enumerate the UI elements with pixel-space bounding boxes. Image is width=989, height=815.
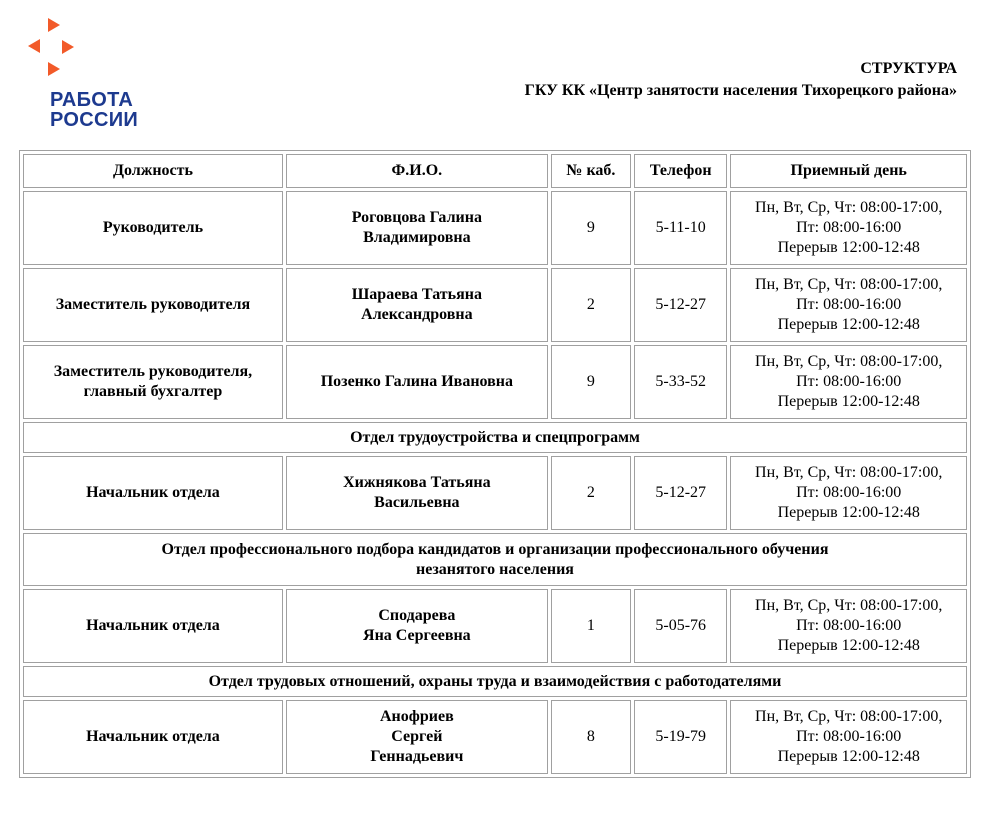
table-row: [23, 700, 967, 774]
schedule-cell-line: Пн, Вт, Ср, Чт: 08:00-17:00,: [755, 708, 943, 725]
structure-table: [19, 150, 971, 778]
schedule-cell: [730, 700, 967, 774]
page-title-line1: СТРУКТУРА: [860, 60, 957, 77]
department-name: [23, 533, 967, 586]
schedule-cell: [730, 456, 967, 530]
phone-cell: 5-12-27: [634, 268, 727, 342]
department-name-line: Отдел трудоустройства и спецпрограмм: [350, 428, 640, 446]
fio-cell-line: Александровна: [361, 306, 473, 323]
schedule-cell-line: Пн, Вт, Ср, Чт: 08:00-17:00,: [755, 199, 943, 216]
column-header-reception-day: Приемный день: [730, 154, 967, 188]
fio-cell: [286, 345, 548, 419]
schedule-cell-line: Пн, Вт, Ср, Чт: 08:00-17:00,: [755, 597, 943, 614]
room-cell: 1: [551, 589, 631, 663]
position-cell-line: Заместитель руководителя: [55, 296, 251, 313]
fio-cell-line: Сподарева: [378, 607, 456, 624]
department-name: [23, 666, 967, 697]
room-cell: 8: [551, 700, 631, 774]
schedule-cell-line: Перерыв 12:00-12:48: [777, 637, 920, 654]
position-cell-line: Начальник отдела: [86, 728, 220, 745]
fio-cell: [286, 191, 548, 265]
position-cell: [23, 268, 283, 342]
schedule-cell-line: Пт: 08:00-16:00: [796, 617, 902, 634]
fio-cell-line: Позенко Галина Ивановна: [320, 373, 513, 390]
schedule-cell-line: Перерыв 12:00-12:48: [777, 504, 920, 521]
rabota-rossii-arrows-logo-icon: [24, 14, 104, 86]
position-cell: [23, 456, 283, 530]
phone-cell: 5-12-27: [634, 456, 727, 530]
schedule-cell-line: Пн, Вт, Ср, Чт: 08:00-17:00,: [755, 276, 943, 293]
schedule-cell-line: Перерыв 12:00-12:48: [777, 316, 920, 333]
phone-cell: 5-05-76: [634, 589, 727, 663]
schedule-cell: [730, 589, 967, 663]
fio-cell-line: Роговцова Галина: [351, 209, 482, 226]
logo: [22, 14, 162, 134]
column-header-position: Должность: [23, 154, 283, 188]
fio-cell: [286, 589, 548, 663]
schedule-cell-line: Пн, Вт, Ср, Чт: 08:00-17:00,: [755, 464, 943, 481]
schedule-cell-line: Пт: 08:00-16:00: [796, 296, 902, 313]
department-row: [23, 533, 967, 586]
fio-cell: [286, 268, 548, 342]
position-cell-line: Начальник отдела: [86, 617, 220, 634]
schedule-cell: [730, 268, 967, 342]
fio-cell: [286, 700, 548, 774]
position-cell-line: Руководитель: [102, 219, 204, 236]
phone-cell: 5-33-52: [634, 345, 727, 419]
schedule-cell-line: Пн, Вт, Ср, Чт: 08:00-17:00,: [755, 353, 943, 370]
position-cell-line: Заместитель руководителя,: [53, 363, 253, 380]
room-cell: 9: [551, 191, 631, 265]
position-cell-line: главный бухгалтер: [83, 383, 223, 400]
fio-cell-line: Яна Сергеевна: [363, 627, 471, 644]
fio-cell-line: Геннадьевич: [370, 748, 464, 765]
phone-cell: 5-19-79: [634, 700, 727, 774]
table-row: [23, 268, 967, 342]
position-cell: [23, 700, 283, 774]
schedule-cell-line: Перерыв 12:00-12:48: [777, 239, 920, 256]
department-name-line: Отдел трудовых отношений, охраны труда и взаимодействия с работодателями: [208, 672, 782, 690]
department-name-line: Отдел профессионального подбора кандидатов и организации профессионального обучения: [161, 540, 829, 558]
department-row: [23, 422, 967, 453]
schedule-cell: [730, 191, 967, 265]
page-title: [525, 58, 957, 102]
schedule-cell-line: Пт: 08:00-16:00: [796, 373, 902, 390]
fio-cell-line: Владимировна: [363, 229, 471, 246]
fio-cell-line: Шараева Татьяна: [351, 286, 482, 303]
fio-cell-line: Хижнякова Татьяна: [343, 474, 491, 491]
room-cell: 2: [551, 268, 631, 342]
position-cell-line: Начальник отдела: [86, 484, 220, 501]
schedule-cell-line: Пт: 08:00-16:00: [796, 728, 902, 745]
column-header-room: № каб.: [551, 154, 631, 188]
table-row: [23, 589, 967, 663]
department-name: [23, 422, 967, 453]
column-header-fio: Ф.И.О.: [286, 154, 548, 188]
table-row: [23, 456, 967, 530]
schedule-cell-line: Пт: 08:00-16:00: [796, 484, 902, 501]
logo-text-line2: РОССИИ: [50, 109, 139, 131]
schedule-cell-line: Перерыв 12:00-12:48: [777, 393, 920, 410]
schedule-cell: [730, 345, 967, 419]
table-row: [23, 191, 967, 265]
fio-cell-line: Васильевна: [374, 494, 460, 511]
column-header-phone: Телефон: [634, 154, 727, 188]
logo-text: [50, 90, 138, 130]
fio-cell-line: Сергей: [391, 728, 443, 745]
fio-cell-line: Анофриев: [380, 708, 454, 725]
schedule-cell-line: Перерыв 12:00-12:48: [777, 748, 920, 765]
logo-text-line1: РАБОТА: [50, 89, 134, 111]
position-cell: [23, 345, 283, 419]
room-cell: 9: [551, 345, 631, 419]
table-row: [23, 345, 967, 419]
page-title-line2: ГКУ КК «Центр занятости населения Тихорецкого района»: [524, 82, 957, 99]
room-cell: 2: [551, 456, 631, 530]
position-cell: [23, 191, 283, 265]
department-name-line: незанятого населения: [416, 560, 574, 578]
position-cell: [23, 589, 283, 663]
schedule-cell-line: Пт: 08:00-16:00: [796, 219, 902, 236]
fio-cell: [286, 456, 548, 530]
department-row: [23, 666, 967, 697]
table-header-row: [23, 154, 967, 188]
phone-cell: 5-11-10: [634, 191, 727, 265]
